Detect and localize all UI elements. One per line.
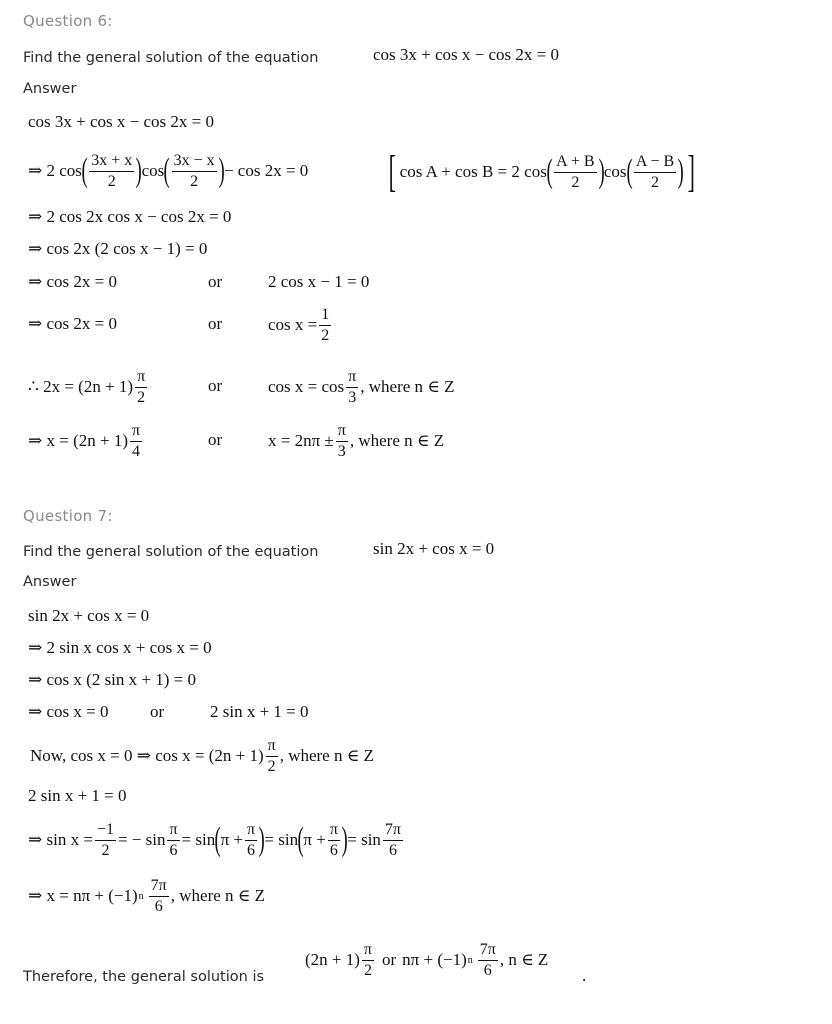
q6-step-6-or: or	[208, 314, 223, 333]
q6-step-7-left: ∴ 2x = (2n + 1) $\frac{\pi}{2}$	[28, 367, 146, 406]
question-7-heading: Question 7:	[23, 507, 113, 525]
q7-step-2: ⇒ 2 sin x cos x + cos x = 0	[28, 638, 212, 657]
q7-step-8: ⇒ x = nπ + (−1) n $\frac{7\pi}{6}$ , where n ∈ Z	[28, 876, 265, 915]
fraction: $\frac{\pi}{2}$	[363, 940, 372, 979]
q6-step-6-left: ⇒ cos 2x = 0	[28, 314, 117, 333]
q7-step-6: 2 sin x + 1 = 0	[28, 786, 127, 805]
q7-step-5: Now, cos x = 0 ⇒ cos x = (2n + 1) $\frac{\pi}{2}$ , where n ∈ Z	[30, 736, 374, 775]
fraction: $\frac{\pi}{6}$	[329, 820, 338, 859]
q6-step-5-or: or	[208, 272, 223, 291]
q6-step-5-left: ⇒ cos 2x = 0	[28, 272, 117, 291]
q6-step-8-or: or	[208, 430, 223, 449]
fraction: $\frac{\pi}{6}$	[246, 820, 256, 859]
q6-step-5-right: 2 cos x − 1 = 0	[268, 272, 370, 291]
fraction: $\frac{\pi}{2}$	[137, 367, 146, 406]
q6-step-1: cos 3x + cos x − cos 2x = 0	[28, 112, 214, 131]
question-7-prompt: Find the general solution of the equation	[23, 544, 319, 560]
question-6-heading: Question 6:	[23, 12, 113, 30]
fraction: $\frac{A - B}{2}$	[635, 152, 675, 191]
fraction: $\frac{3x - x}{2}$	[173, 151, 215, 190]
question-6-equation: cos 3x + cos x − cos 2x = 0	[373, 45, 559, 64]
fraction: $\frac{1}{2}$	[321, 305, 330, 344]
q6-step-7-right: cos x = cos $\frac{\pi}{3}$ , where n ∈ Z	[268, 367, 455, 406]
fraction: $\frac{\pi}{2}$	[267, 736, 276, 775]
fraction: $\frac{\pi}{6}$	[169, 820, 178, 859]
q6-step-6-right: cos x = $\frac{1}{2}$	[268, 305, 330, 344]
fraction: $\frac{\pi}{4}$	[132, 421, 141, 460]
q6-step-8-right: x = 2nπ ± $\frac{\pi}{3}$ , where n ∈ Z	[268, 421, 445, 460]
q6-step-2: ⇒ 2 cos ( $\frac{3x + x}{2}$ ) cos ( $\frac{3x - x}{2}$ ) − cos 2x = 0	[28, 151, 309, 190]
fraction: $\frac{A + B}{2}$	[556, 152, 595, 191]
fraction: $\frac{3x + x}{2}$	[91, 151, 133, 190]
q7-step-4-left: ⇒ cos x = 0	[28, 702, 109, 721]
q7-step-1: sin 2x + cos x = 0	[28, 606, 150, 625]
q7-conclusion-formula: (2n + 1) $\frac{\pi}{2}$ or nπ + (−1) n $\frac{7\pi}{6}$ , n ∈ Z	[305, 940, 549, 979]
q7-step-4-right: 2 sin x + 1 = 0	[210, 702, 309, 721]
question-7-answer-label: Answer	[23, 574, 77, 590]
question-7-equation: sin 2x + cos x = 0	[373, 539, 495, 558]
fraction: $\frac{7\pi}{6}$	[479, 940, 496, 979]
q7-conclusion-period: .	[582, 966, 587, 985]
question-6-prompt: Find the general solution of the equation	[23, 50, 319, 66]
q6-step-8-left: ⇒ x = (2n + 1) $\frac{\pi}{4}$	[28, 421, 141, 460]
q6-step-4: ⇒ cos 2x (2 cos x − 1) = 0	[28, 239, 208, 258]
fraction: $\frac{\pi}{3}$	[337, 421, 346, 460]
fraction: $\frac{7\pi}{6}$	[150, 876, 167, 915]
q6-step-3: ⇒ 2 cos 2x cos x − cos 2x = 0	[28, 207, 232, 226]
question-6-answer-label: Answer	[23, 81, 77, 97]
q6-step-7-or: or	[208, 376, 223, 395]
q7-step-7: ⇒ sin x = $\frac{-1}{2}$ = − sin $\frac{\pi}{6}$ = sin ( π + $\frac{\pi}{6}$ ) = sin ( π + $\frac{\pi}{6}$ ) = sin $\frac{7\pi}{6}$	[28, 820, 401, 859]
q7-conclusion-prefix: Therefore, the general solution is	[23, 969, 265, 985]
q7-step-3: ⇒ cos x (2 sin x + 1) = 0	[28, 670, 196, 689]
fraction: $\frac{\pi}{3}$	[348, 367, 357, 406]
fraction: $\frac{-1}{2}$	[96, 820, 114, 859]
q6-identity-note: [ cos A + cos B = 2 cos ( $\frac{A + B}{2}$ ) cos ( $\frac{A - B}{2}$ ) ]	[388, 147, 695, 196]
fraction: $\frac{7\pi}{6}$	[384, 820, 401, 859]
q7-step-4-or: or	[150, 702, 165, 721]
